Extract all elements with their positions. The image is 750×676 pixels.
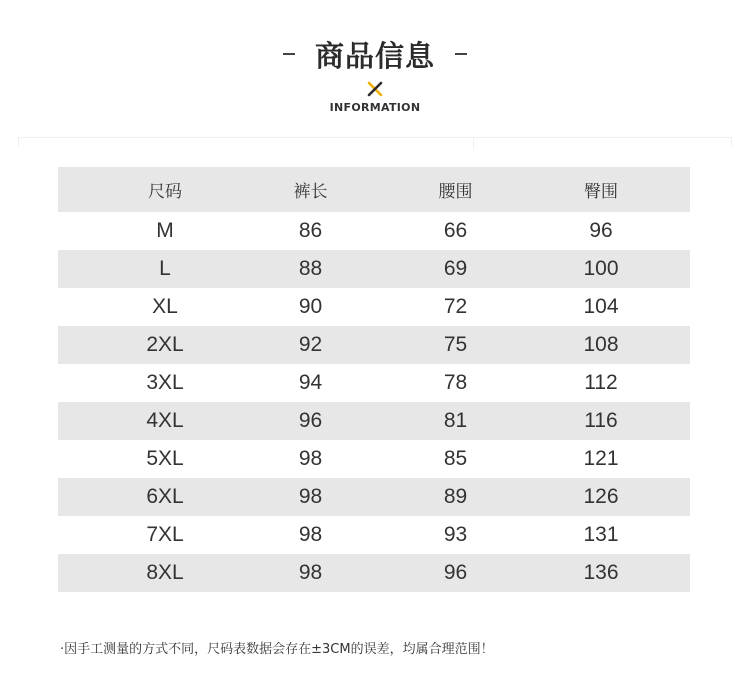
cell-size: 3XL (146, 371, 184, 394)
column-header-pants-length: 裤长 (293, 182, 328, 202)
table-row (58, 364, 690, 402)
cell-size: 4XL (146, 409, 184, 432)
table-row (58, 402, 690, 440)
table-body (58, 212, 690, 592)
cell-pants-length: 94 (298, 371, 323, 394)
cell-hip: 121 (583, 447, 619, 470)
cell-waist: 81 (443, 409, 468, 432)
measurement-note: ·因手工测量的方式不同，尺码表数据会存在±3CM的误差，均属合理范围！ (60, 642, 494, 657)
cell-waist: 75 (443, 333, 468, 356)
cell-size: 2XL (146, 333, 184, 356)
cell-pants-length: 90 (298, 295, 323, 318)
cell-pants-length: 88 (298, 257, 323, 280)
table-row (58, 326, 690, 364)
table-header (58, 167, 690, 212)
cell-waist: 78 (443, 371, 468, 394)
cell-size: 7XL (146, 523, 184, 546)
cell-hip: 116 (584, 409, 618, 432)
cell-size: XL (152, 295, 178, 318)
cell-waist: 85 (443, 447, 468, 470)
column-header-waist: 腰围 (438, 182, 473, 202)
cross-icon (0, 78, 750, 100)
title-row (0, 32, 750, 76)
page-title: 商品信息 (314, 38, 435, 73)
table-row (58, 554, 690, 592)
title-dash-right (455, 53, 467, 55)
table-row (58, 250, 690, 288)
table-row (58, 212, 690, 250)
column-header-size: 尺码 (148, 182, 182, 202)
section-header (0, 32, 750, 114)
size-table (58, 167, 690, 592)
cell-hip: 96 (589, 219, 613, 242)
cell-waist: 89 (443, 485, 468, 508)
cell-waist: 66 (443, 219, 468, 242)
table-row (58, 478, 690, 516)
title-dash-left (283, 53, 295, 55)
cell-pants-length: 96 (298, 409, 323, 432)
cell-size: M (156, 219, 174, 242)
cell-waist: 72 (443, 295, 468, 318)
cell-size: 6XL (146, 485, 184, 508)
cell-pants-length: 92 (298, 333, 323, 356)
section-subtitle: INFORMATION (329, 101, 421, 114)
cell-size: 5XL (146, 447, 184, 470)
cell-hip: 126 (583, 485, 619, 508)
cell-size: L (159, 257, 171, 280)
table-row (58, 440, 690, 478)
cell-pants-length: 98 (298, 485, 323, 508)
cell-hip: 108 (583, 333, 619, 356)
cell-hip: 131 (583, 523, 619, 546)
cell-hip: 100 (583, 257, 619, 280)
cell-waist: 93 (443, 523, 468, 546)
cell-size: 8XL (146, 561, 184, 584)
cell-pants-length: 86 (298, 219, 323, 242)
table-row (58, 516, 690, 554)
divider-tick (473, 138, 474, 150)
cell-hip: 112 (584, 371, 618, 394)
cell-pants-length: 98 (298, 561, 323, 584)
cell-waist: 69 (443, 257, 468, 280)
cell-pants-length: 98 (298, 523, 323, 546)
table-row (58, 288, 690, 326)
cell-hip: 136 (583, 561, 619, 584)
column-header-hip: 臀围 (584, 182, 618, 202)
cell-hip: 104 (583, 295, 619, 318)
divider (18, 137, 732, 146)
cell-waist: 96 (443, 561, 468, 584)
cell-pants-length: 98 (298, 447, 323, 470)
